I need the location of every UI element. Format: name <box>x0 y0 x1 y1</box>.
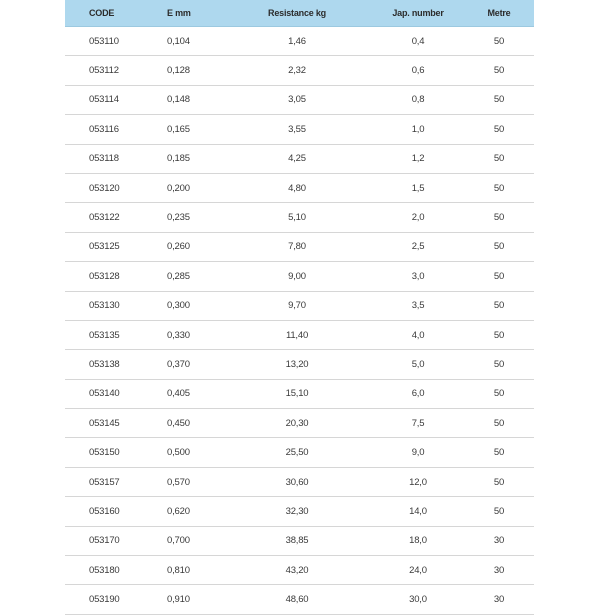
cell-metre: 30 <box>493 564 505 576</box>
cell-code: 053122 <box>89 212 120 224</box>
cell-metre: 50 <box>493 94 505 106</box>
cell-resistance-kg: 30,60 <box>285 476 309 488</box>
cell-e-mm: 0,570 <box>167 476 190 488</box>
cell-resistance-kg: 4,25 <box>288 153 306 165</box>
cell-jap-number: 18,0 <box>409 535 427 547</box>
cell-jap-number: 4,0 <box>411 329 425 341</box>
cell-metre: 50 <box>493 241 505 253</box>
cell-resistance-kg: 13,20 <box>285 358 309 370</box>
cell-metre: 50 <box>493 270 505 282</box>
cell-code: 053140 <box>89 388 120 400</box>
cell-e-mm: 0,185 <box>167 153 190 165</box>
cell-metre: 50 <box>493 153 505 165</box>
cell-code: 053112 <box>89 65 119 77</box>
cell-code: 053170 <box>89 535 120 547</box>
table-row <box>65 86 534 115</box>
cell-jap-number: 0,4 <box>411 35 425 47</box>
cell-jap-number: 1,5 <box>411 182 425 194</box>
cell-metre: 50 <box>493 123 505 135</box>
table-row <box>65 56 534 85</box>
cell-code: 053190 <box>89 594 120 606</box>
table-body <box>65 27 534 615</box>
cell-resistance-kg: 25,50 <box>285 447 309 459</box>
cell-resistance-kg: 3,55 <box>288 123 306 135</box>
table-row <box>65 585 534 614</box>
cell-jap-number: 1,0 <box>411 123 425 135</box>
table-row <box>65 115 534 144</box>
cell-metre: 50 <box>493 476 505 488</box>
table-row <box>65 27 534 56</box>
cell-metre: 50 <box>493 300 505 312</box>
cell-e-mm: 0,910 <box>167 594 190 606</box>
table-row <box>65 350 534 379</box>
cell-jap-number: 14,0 <box>409 505 427 517</box>
cell-resistance-kg: 20,30 <box>285 417 309 429</box>
cell-code: 053118 <box>89 153 119 165</box>
specs-table <box>65 0 534 615</box>
table-row <box>65 321 534 350</box>
cell-metre: 50 <box>493 182 505 194</box>
cell-code: 053157 <box>89 476 120 488</box>
cell-e-mm: 0,128 <box>167 65 190 77</box>
cell-resistance-kg: 48,60 <box>285 594 309 606</box>
table-row <box>65 262 534 291</box>
cell-e-mm: 0,500 <box>167 447 190 459</box>
cell-resistance-kg: 38,85 <box>285 535 309 547</box>
cell-resistance-kg: 32,30 <box>285 505 309 517</box>
cell-code: 053135 <box>89 329 120 341</box>
cell-metre: 50 <box>493 35 505 47</box>
cell-jap-number: 6,0 <box>411 388 425 400</box>
cell-metre: 50 <box>493 417 505 429</box>
table-row <box>65 203 534 232</box>
cell-metre: 50 <box>493 65 505 77</box>
cell-code: 053116 <box>89 123 119 135</box>
cell-jap-number: 3,0 <box>411 270 425 282</box>
cell-jap-number: 12,0 <box>409 476 427 488</box>
table-row <box>65 174 534 203</box>
table-row <box>65 497 534 526</box>
column-header-e-mm: E mm <box>167 8 191 18</box>
table-row <box>65 233 534 262</box>
cell-e-mm: 0,235 <box>167 212 190 224</box>
cell-metre: 50 <box>493 358 505 370</box>
cell-e-mm: 0,200 <box>167 182 190 194</box>
table-row <box>65 380 534 409</box>
cell-e-mm: 0,300 <box>167 300 190 312</box>
cell-code: 053110 <box>89 35 119 47</box>
cell-resistance-kg: 9,70 <box>288 300 306 312</box>
column-header-jap-number: Jap. number <box>392 8 444 18</box>
table-row <box>65 556 534 585</box>
cell-jap-number: 3,5 <box>411 300 425 312</box>
cell-resistance-kg: 3,05 <box>288 94 306 106</box>
cell-code: 053114 <box>89 94 119 106</box>
column-header-resistance-kg: Resistance kg <box>268 8 326 18</box>
cell-e-mm: 0,620 <box>167 505 190 517</box>
cell-jap-number: 7,5 <box>411 417 425 429</box>
cell-resistance-kg: 2,32 <box>288 65 306 77</box>
table-row <box>65 409 534 438</box>
cell-resistance-kg: 5,10 <box>288 212 306 224</box>
cell-e-mm: 0,810 <box>167 564 190 576</box>
cell-metre: 50 <box>493 329 505 341</box>
cell-jap-number: 9,0 <box>411 447 425 459</box>
cell-resistance-kg: 11,40 <box>285 329 309 341</box>
cell-metre: 50 <box>493 212 505 224</box>
cell-jap-number: 5,0 <box>411 358 425 370</box>
cell-e-mm: 0,260 <box>167 241 190 253</box>
cell-code: 053120 <box>89 182 120 194</box>
table-row <box>65 292 534 321</box>
cell-code: 053150 <box>89 447 120 459</box>
table-row <box>65 438 534 467</box>
cell-code: 053130 <box>89 300 120 312</box>
cell-e-mm: 0,405 <box>167 388 190 400</box>
cell-resistance-kg: 4,80 <box>288 182 306 194</box>
column-header-code: CODE <box>89 8 115 18</box>
cell-jap-number: 24,0 <box>409 564 427 576</box>
table-row <box>65 468 534 497</box>
cell-resistance-kg: 15,10 <box>285 388 309 400</box>
cell-code: 053160 <box>89 505 120 517</box>
cell-code: 053180 <box>89 564 120 576</box>
cell-metre: 30 <box>493 535 505 547</box>
table-row <box>65 145 534 174</box>
cell-metre: 50 <box>493 447 505 459</box>
cell-metre: 50 <box>493 505 505 517</box>
cell-e-mm: 0,330 <box>167 329 190 341</box>
cell-code: 053125 <box>89 241 120 253</box>
cell-jap-number: 2,0 <box>411 212 425 224</box>
cell-e-mm: 0,700 <box>167 535 190 547</box>
cell-e-mm: 0,285 <box>167 270 190 282</box>
column-header-metre: Metre <box>487 8 511 18</box>
cell-jap-number: 1,2 <box>411 153 425 165</box>
cell-metre: 50 <box>493 388 505 400</box>
cell-jap-number: 0,6 <box>411 65 425 77</box>
cell-jap-number: 2,5 <box>411 241 425 253</box>
cell-e-mm: 0,450 <box>167 417 190 429</box>
cell-code: 053128 <box>89 270 120 282</box>
cell-metre: 30 <box>493 594 505 606</box>
cell-e-mm: 0,370 <box>167 358 190 370</box>
cell-resistance-kg: 9,00 <box>288 270 306 282</box>
cell-e-mm: 0,148 <box>167 94 190 106</box>
cell-resistance-kg: 1,46 <box>288 35 306 47</box>
cell-jap-number: 30,0 <box>409 594 427 606</box>
cell-jap-number: 0,8 <box>411 94 425 106</box>
cell-e-mm: 0,104 <box>167 35 190 47</box>
table-row <box>65 527 534 556</box>
table-header-row <box>65 0 534 27</box>
cell-code: 053145 <box>89 417 120 429</box>
cell-resistance-kg: 7,80 <box>288 241 306 253</box>
cell-code: 053138 <box>89 358 120 370</box>
cell-e-mm: 0,165 <box>167 123 190 135</box>
cell-resistance-kg: 43,20 <box>285 564 309 576</box>
